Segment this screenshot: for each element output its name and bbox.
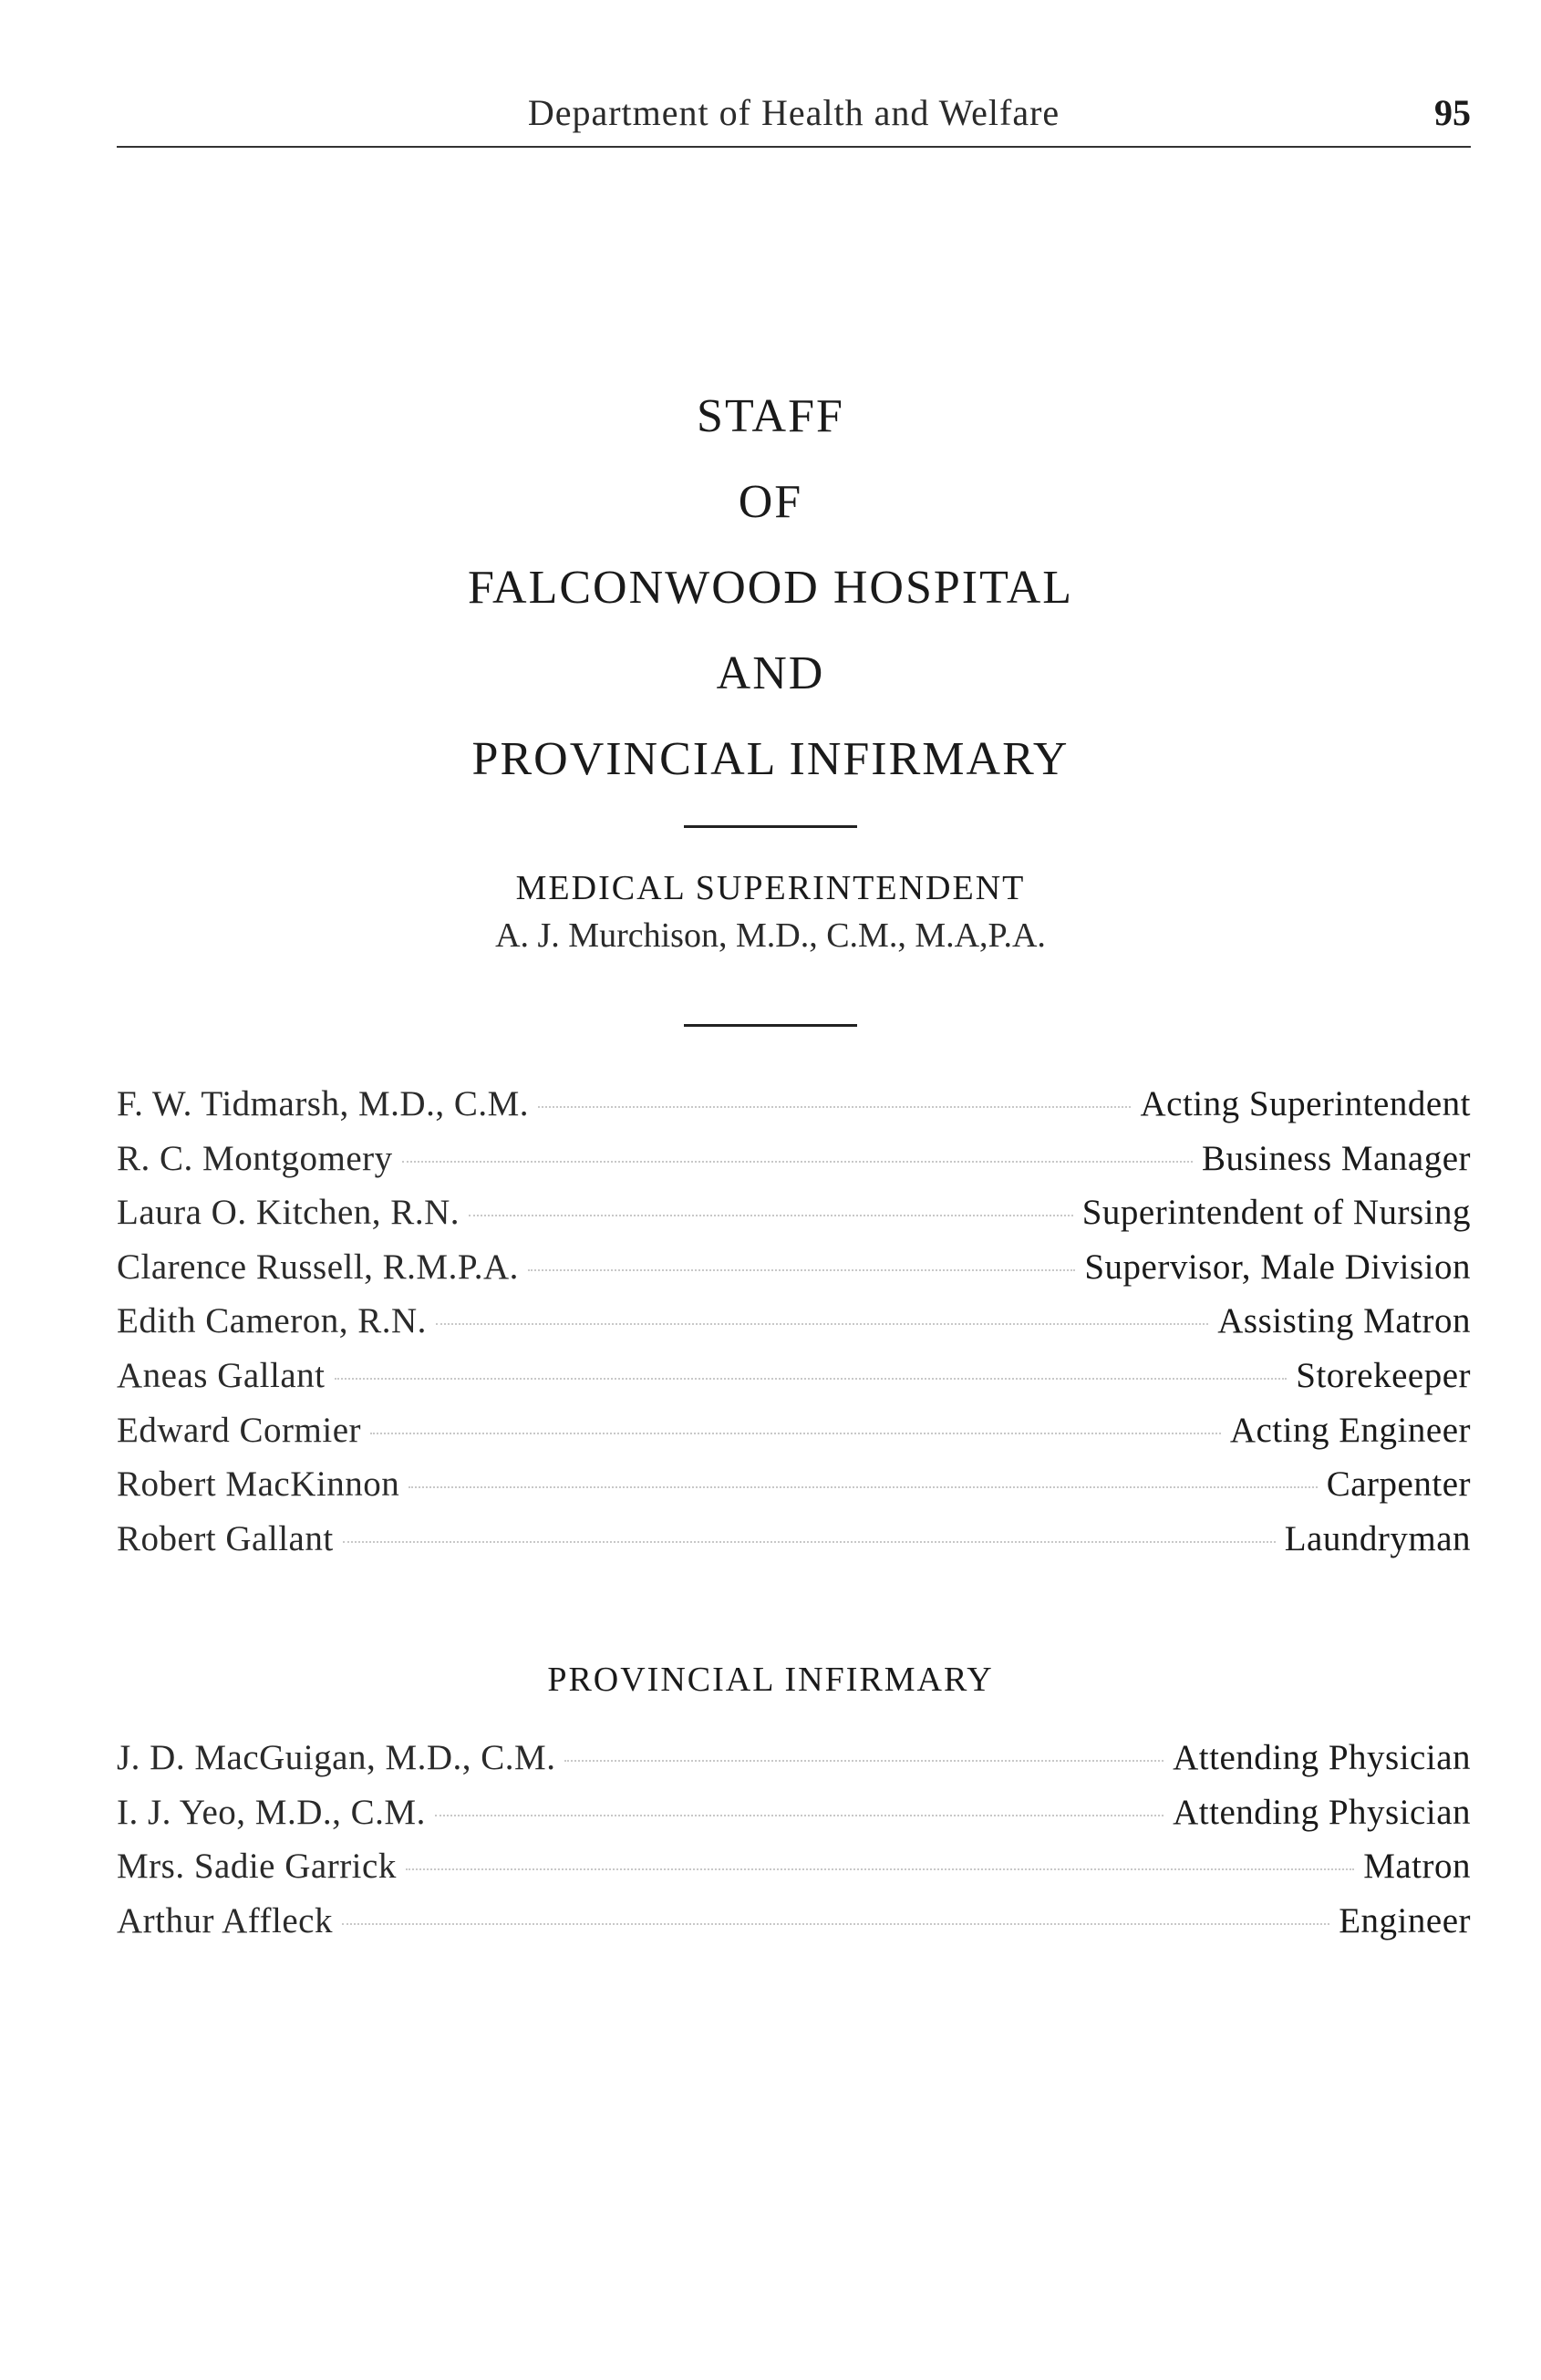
dot-leader (406, 1868, 1354, 1870)
title-line-falconwood: FALCONWOOD HOSPITAL (467, 562, 1074, 614)
dot-leader (469, 1215, 1073, 1216)
superintendent-heading: MEDICAL SUPERINTENDENT (515, 869, 1026, 907)
staff-row (117, 1192, 1471, 1247)
staff-name: Aneas Gallant (117, 1355, 326, 1395)
staff-name: Mrs. Sadie Garrick (117, 1847, 397, 1887)
staff-row (117, 1464, 1471, 1518)
staff-row (117, 1355, 1471, 1410)
staff-name: Robert MacKinnon (117, 1464, 400, 1505)
medical-superintendent (0, 864, 1541, 959)
staff-role: Supervisor, Male Division (1084, 1247, 1471, 1287)
staff-row (117, 1737, 1471, 1792)
page-number: 95 (1434, 92, 1471, 133)
staff-role: Attending Physician (1173, 1792, 1471, 1832)
staff-role: Engineer (1339, 1900, 1471, 1940)
staff-name: Edith Cameron, R.N. (117, 1301, 427, 1341)
staff-name: Edward Cormier (117, 1410, 362, 1450)
infirmary-staff-list (117, 1737, 1471, 1954)
staff-name: Laura O. Kitchen, R.N. (117, 1193, 460, 1233)
dot-leader (370, 1433, 1221, 1434)
dot-leader (538, 1106, 1131, 1108)
dot-leader (564, 1760, 1164, 1762)
running-head (117, 91, 1471, 148)
running-title: Department of Health and Welfare (527, 92, 1060, 133)
staff-row (117, 1846, 1471, 1900)
staff-role: Assisting Matron (1217, 1301, 1471, 1341)
staff-role: Attending Physician (1173, 1738, 1471, 1777)
staff-name: F. W. Tidmarsh, M.D., C.M. (117, 1084, 530, 1123)
staff-role: Storekeeper (1296, 1355, 1471, 1395)
dot-leader (402, 1161, 1193, 1163)
staff-role: Superintendent of Nursing (1081, 1193, 1471, 1233)
staff-name: R. C. Montgomery (117, 1138, 393, 1178)
title-line-and: AND (716, 647, 825, 699)
staff-row (117, 1083, 1471, 1138)
staff-role: Laundryman (1284, 1518, 1471, 1558)
staff-row (117, 1900, 1471, 1955)
dot-leader (436, 1323, 1208, 1325)
staff-row (117, 1792, 1471, 1847)
staff-role: Business Manager (1201, 1138, 1471, 1178)
divider-rule (684, 825, 857, 828)
divider-rule (684, 1024, 857, 1027)
staff-row (117, 1138, 1471, 1193)
staff-name: J. D. MacGuigan, M.D., C.M. (117, 1738, 556, 1777)
staff-row (117, 1410, 1471, 1464)
dot-leader (435, 1815, 1164, 1816)
dot-leader (335, 1378, 1288, 1380)
dot-leader (528, 1269, 1075, 1271)
staff-row (117, 1247, 1471, 1301)
staff-name: Robert Gallant (117, 1518, 334, 1558)
hospital-staff-list (117, 1083, 1471, 1572)
staff-name: Arthur Affleck (117, 1900, 333, 1940)
title-line-of: OF (738, 476, 803, 528)
title-line-infirmary: PROVINCIAL INFIRMARY (471, 733, 1070, 785)
dot-leader (343, 1541, 1276, 1543)
staff-name: Clarence Russell, R.M.P.A. (117, 1247, 519, 1287)
page-title (0, 374, 1541, 802)
staff-role: Acting Engineer (1229, 1410, 1471, 1450)
title-line-staff: STAFF (697, 390, 844, 442)
dot-leader (342, 1923, 1329, 1925)
staff-role: Carpenter (1326, 1464, 1471, 1505)
staff-role: Matron (1363, 1847, 1471, 1887)
superintendent-name: A. J. Murchison, M.D., C.M., M.A,P.A. (495, 916, 1046, 955)
staff-role: Acting Superintendent (1140, 1084, 1471, 1123)
infirmary-heading: PROVINCIAL INFIRMARY (547, 1661, 994, 1699)
staff-row (117, 1518, 1471, 1573)
staff-name: I. J. Yeo, M.D., C.M. (117, 1792, 426, 1832)
staff-row (117, 1300, 1471, 1355)
dot-leader (409, 1486, 1318, 1488)
